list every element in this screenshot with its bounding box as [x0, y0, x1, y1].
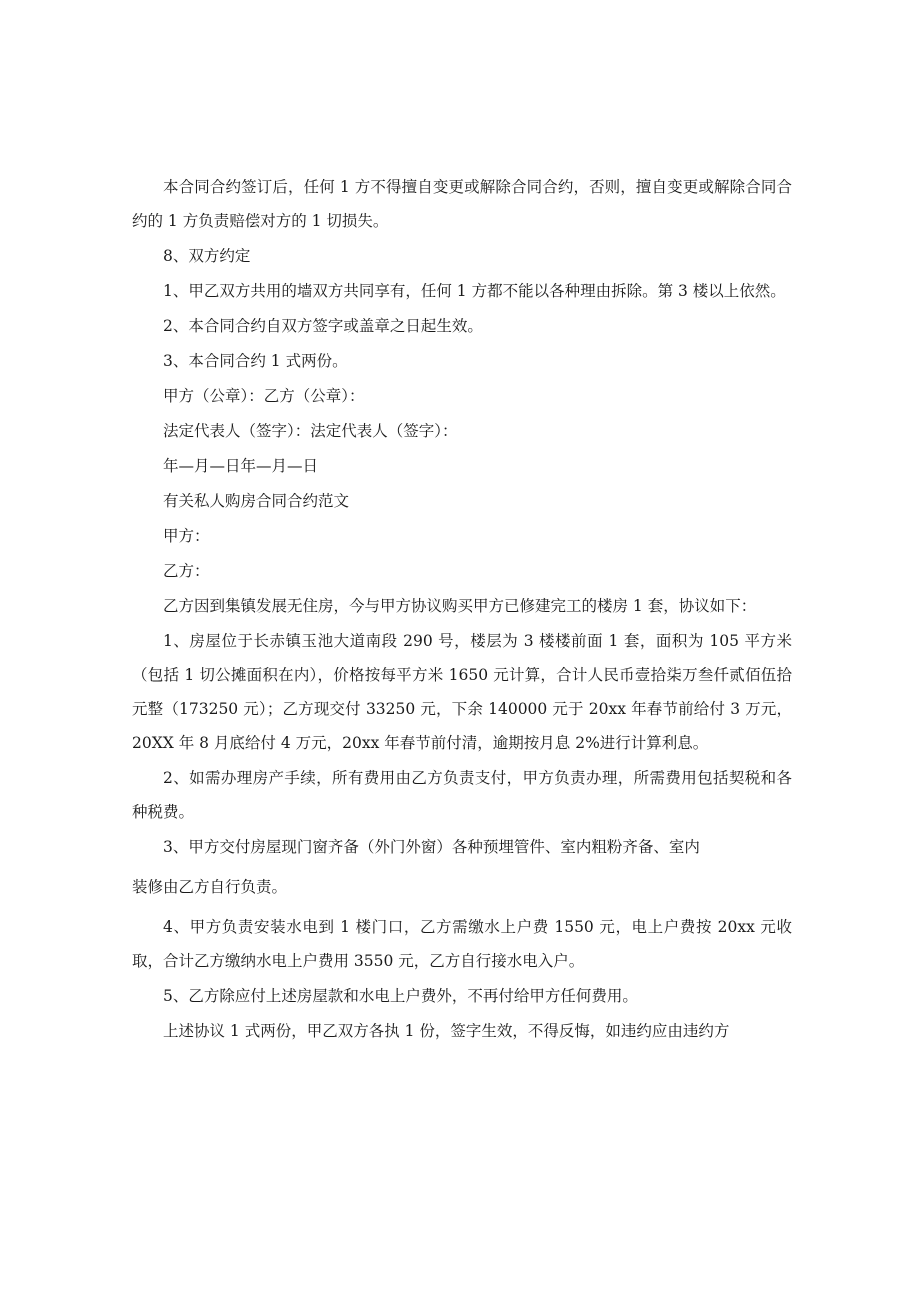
clause-no-other-fees: 5、乙方除应付上述房屋款和水电上户费外，不再付给甲方任何费用。 [163, 987, 638, 1005]
paragraph-purchase-intro: 乙方因到集镇发展无住房，今与甲方协议购买甲方已修建完工的楼房 1 套，协议如下： [163, 597, 757, 615]
paragraph-shared-wall: 1、甲乙双方共用的墙双方共同享有，任何 1 方都不能以各种理由拆除。第 3 楼以上依然。 [163, 282, 786, 300]
clause-house-location-price: 1、房屋位于长赤镇玉池大道南段 290 号，楼层为 3 楼楼前面 1 套，面积为 105 平方米（包括 1 切公摊面积在内），价格按每平方米 1650 元计算，合计人民币壹拾柒万叁仟贰佰伍拾元整（173250 元）；乙方现交付 33250 元，下余 140000 元于 20xx 年春节前给付 3 万元，20XX 年 8 月底给付 4 万元，20xx 年春节前付清，逾期按月息 2%进行计算利息。 [132, 632, 792, 752]
clause-delivery-condition: 3、甲方交付房屋现门窗齐备（外门外窗）各种预埋管件、室内粗粉齐备、室内 [163, 838, 700, 856]
signature-representative-line: 法定代表人（签字）：法定代表人（签字）： [163, 422, 458, 440]
signature-date-line: 年—月—日年—月—日 [163, 457, 319, 475]
signature-seal-line: 甲方（公章）：乙方（公章）： [163, 387, 365, 405]
paragraph-final-agreement: 上述协议 1 式两份，甲乙双方各执 1 份，签字生效，不得反悔，如违约应由违约方 [163, 1022, 730, 1040]
document-body [132, 170, 792, 1049]
paragraph-contract-change: 本合同合约签订后，任何 1 方不得擅自变更或解除合同合约，否则，擅自变更或解除合同合约的 1 方负责赔偿对方的 1 切损失。 [132, 178, 792, 230]
party-a-line: 甲方： [163, 527, 210, 545]
document-subtitle: 有关私人购房合同合约范文 [163, 492, 350, 510]
paragraph-copies: 3、本合同合约 1 式两份。 [163, 352, 348, 370]
clause-property-fees: 2、如需办理房产手续，所有费用由乙方负责支付，甲方负责办理，所需费用包括契税和各种税费。 [132, 769, 792, 821]
section-heading-mutual-agreement: 8、双方约定 [163, 247, 251, 265]
paragraph-effective-date: 2、本合同合约自双方签字或盖章之日起生效。 [163, 317, 483, 335]
clause-utilities: 4、甲方负责安装水电到 1 楼门口，乙方需缴水上户费 1550 元，电上户费按 20xx 元收取，合计乙方缴纳水电上户费用 3550 元，乙方自行接水电入户。 [132, 918, 792, 970]
clause-delivery-condition-continued: 装修由乙方自行负责。 [132, 878, 288, 896]
party-b-line: 乙方： [163, 562, 210, 580]
